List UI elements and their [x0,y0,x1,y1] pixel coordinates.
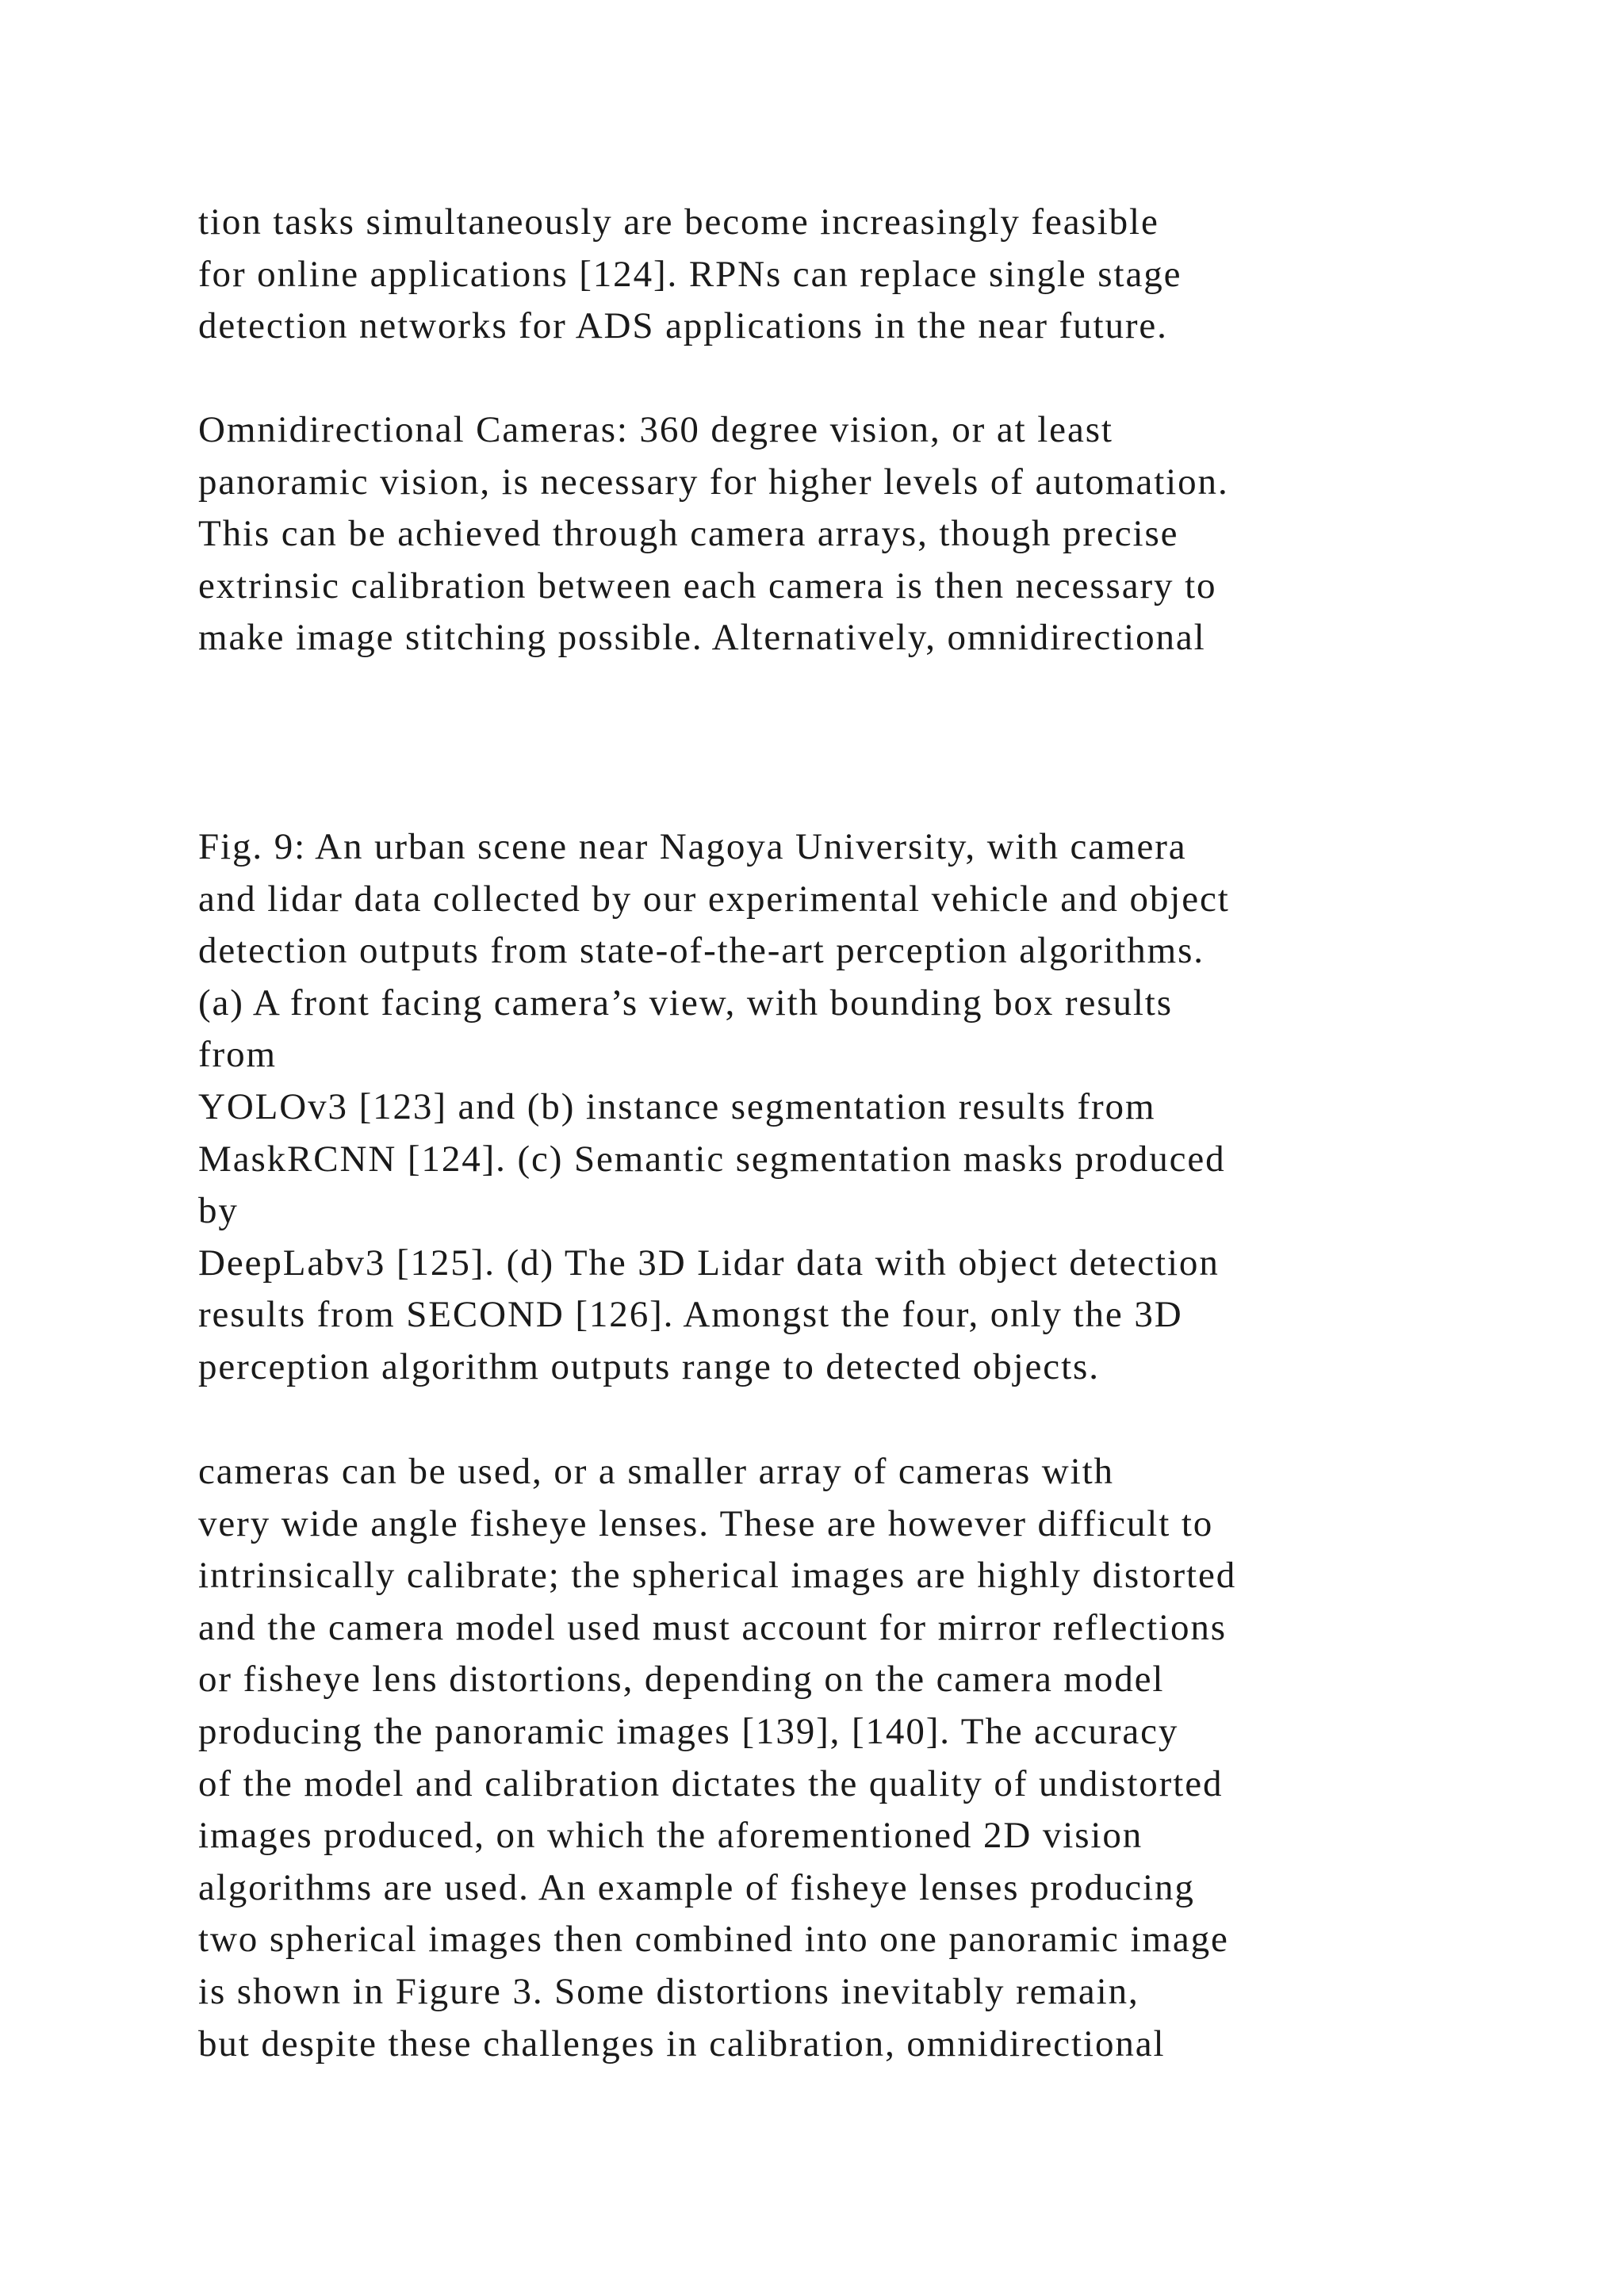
caption-line: from [198,1034,277,1076]
text-line: cameras can be used, or a smaller array of cameras with [198,1451,1114,1492]
caption-line: YOLOv3 [123] and (b) instance segmentation results from [198,1085,1156,1127]
text-line: very wide angle fisheye lenses. These are however difficult to [198,1502,1214,1544]
text-line: panoramic vision, is necessary for higher levels of automation. [198,461,1229,503]
caption-line: by [198,1190,239,1232]
text-line: This can be achieved through camera arrays, though precise [198,513,1179,555]
text-line: two spherical images then combined into one panoramic image [198,1919,1229,1961]
text-line: but despite these challenges in calibration, omnidirectional [198,2022,1166,2064]
paragraph-fisheye-calibration [198,1446,1530,2070]
text-line: or fisheye lens distortions, depending on the camera model [198,1659,1165,1701]
text-line: extrinsic calibration between each camera is then necessary to [198,564,1217,607]
text-line: and the camera model used must account for mirror reflections [198,1606,1227,1648]
caption-line: perception algorithm outputs range to detected objects. [198,1345,1100,1387]
text-line: for online applications [124]. RPNs can replace single stage [198,253,1182,295]
text-line: is shown in Figure 3. Some distortions inevitably remain, [198,1970,1139,2012]
caption-line: results from SECOND [126]. Amongst the four, only the 3D [198,1294,1183,1336]
figure-caption [198,821,1530,1394]
text-line: images produced, on which the aforementioned 2D vision [198,1815,1143,1857]
text-line: detection networks for ADS applications in the near future. [198,305,1168,347]
caption-line: MaskRCNN [124]. (c) Semantic segmentation masks produced [198,1138,1226,1180]
paragraph-continuation [198,197,1530,353]
text-line: Omnidirectional Cameras: 360 degree vision, or at least [198,409,1113,450]
text-line: producing the panoramic images [139], [140]. The accuracy [198,1710,1179,1752]
paragraph-omnidirectional-cameras [198,404,1530,664]
caption-line: and lidar data collected by our experimental vehicle and object [198,878,1230,920]
text-line: make image stitching possible. Alternatively, omnidirectional [198,617,1206,659]
caption-line: Fig. 9: An urban scene near Nagoya University, with camera [198,826,1187,867]
caption-line: DeepLabv3 [125]. (d) The 3D Lidar data with object detection [198,1242,1220,1284]
caption-line: detection outputs from state-of-the-art perception algorithms. [198,930,1205,972]
text-line: tion tasks simultaneously are become increasingly feasible [198,201,1159,243]
caption-line: (a) A front facing camera’s view, with bounding box results [198,982,1173,1024]
text-line: of the model and calibration dictates the quality of undistorted [198,1762,1224,1804]
text-line: algorithms are used. An example of fisheye lenses producing [198,1866,1195,1908]
text-line: intrinsically calibrate; the spherical images are highly distorted [198,1555,1237,1597]
